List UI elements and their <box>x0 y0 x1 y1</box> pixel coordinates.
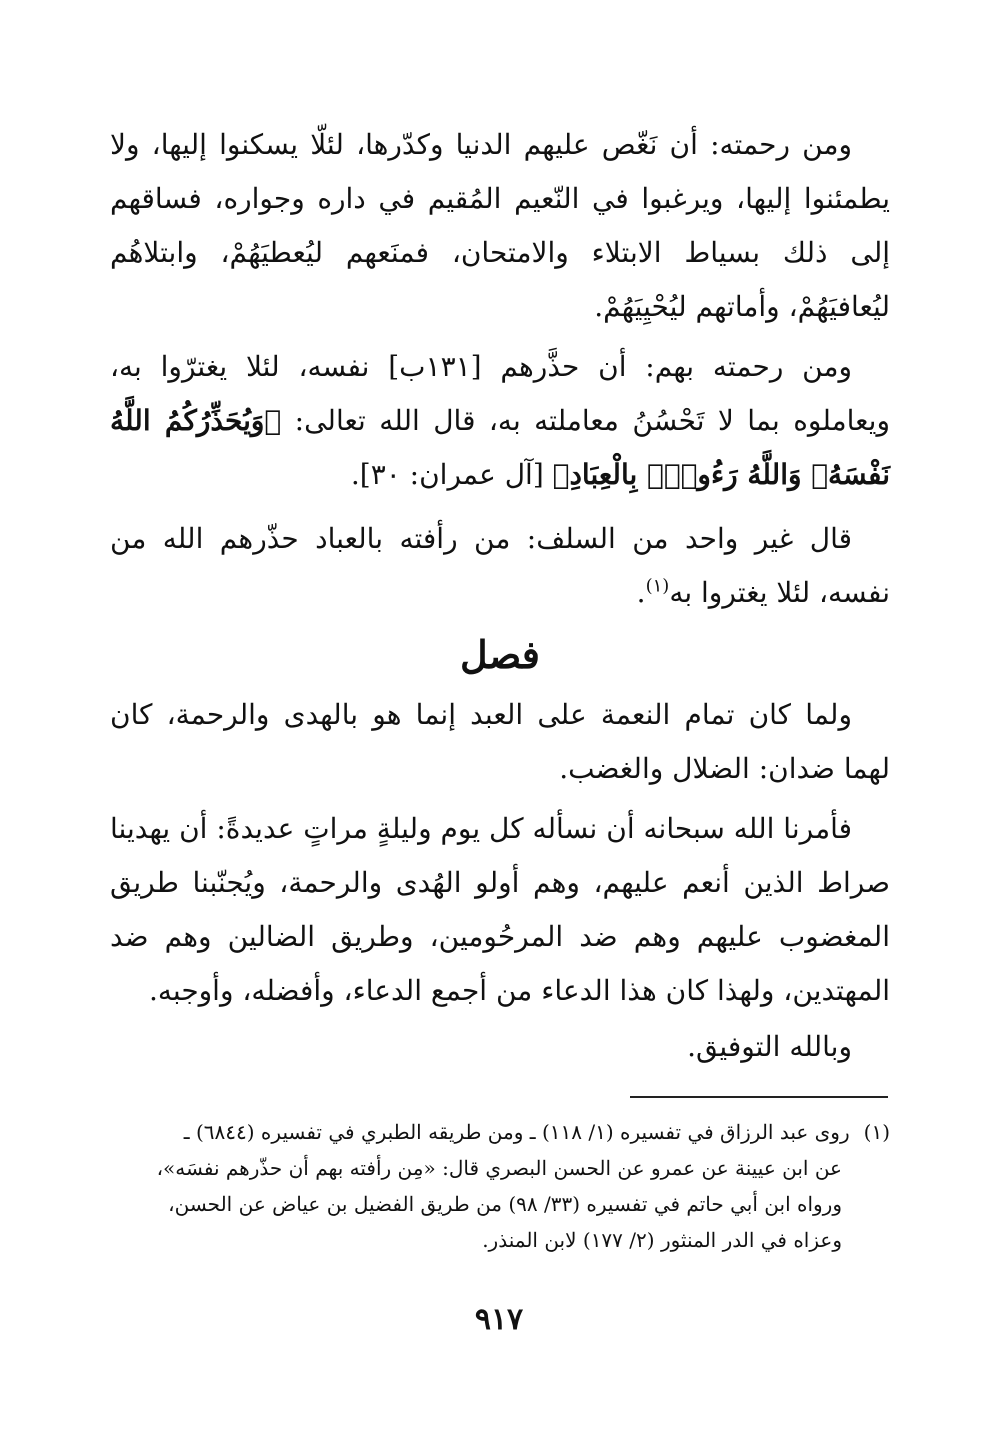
paragraph-closing: وبالله التوفيق. <box>687 1030 852 1063</box>
quran-reference: [آل عمران: ٣٠]. <box>350 458 553 491</box>
footnote-line-1-text: روى عبد الرزاق في تفسيره (١/ ١١٨) ـ ومن طريقه الطبري في تفسيره (٦٨٤٤) ـ <box>183 1120 850 1144</box>
paragraph-mercy-dunya: ومن رحمته: أن نَغّص عليهم الدنيا وكدّرها، لئلّا يسكنوا إليها، ولا يطمئنوا إليها، ويرغبوا في النّعيم المُقيم في داره وجواره، فساقهم إلى ذلك بسياط الابتلاء والامتحان، فمنَعهم ليُعطيَهُمْ، وابتلاهُم ليُعافيَهُمْ، وأماتهم ليُحْيِيَهُمْ. <box>110 128 890 323</box>
paragraph-salaf-saying-text: قال غير واحد من السلف: من رأفته بالعباد حذّرهم الله من نفسه، لئلا يغتروا به <box>110 522 890 609</box>
paragraph-salaf-saying <box>110 512 890 620</box>
footnote-divider <box>630 1096 888 1098</box>
paragraph-guidance-prayer: فأمرنا الله سبحانه أن نسأله كل يوم وليلةٍ مراتٍ عديدةً: أن يهدينا صراط الذين أنعم عليهم، وهم أولو الهُدى والرحمة، ويُجنّبنا طريق المغضوب عليهم وهم ضد المرحُومين، وطريق الضالين وهم ضد المهتدين، ولهذا كان هذا الدعاء من أجمع الدعاء، وأفضله، وأوجبه. <box>110 812 890 1007</box>
footnote-line-2: عن ابن عيينة عن عمرو عن الحسن البصري قال: «مِن رأفته بهم أن حذّرهم نفسَه»، <box>156 1156 842 1180</box>
paragraph-warning-self <box>110 340 890 502</box>
paragraph-salaf-end: . <box>636 576 646 609</box>
section-heading: فصل <box>460 632 540 677</box>
footnote-number: (١) <box>863 1120 890 1144</box>
paragraph-two-opposites: ولما كان تمام النعمة على العبد إنما هو بالهدى والرحمة، كان لهما ضدان: الضلال والغضب. <box>110 698 890 785</box>
footnote <box>108 1114 890 1258</box>
footnote-line-3: ورواه ابن أبي حاتم في تفسيره (٣٣/ ٩٨) من طريق الفضيل بن عياض عن الحسن، <box>168 1192 842 1216</box>
page-number: ٩١٧ <box>474 1302 524 1337</box>
footnote-marker: (١) <box>645 575 670 597</box>
quran-verse: ﴿وَيُحَذِّرُكُمُ اللَّهُ نَفْسَهُۥ وَاللَّهُ رَءُوفٌۢ بِالْعِبَادِ﴾ <box>110 404 890 491</box>
paragraph-warning-self-text: ومن رحمته بهم: أن حذَّرهم [١٣١ب] نفسه، لئلا يغترّوا به، ويعاملوه بما لا تَحْسُنُ معاملته به، قال الله تعالى: <box>110 350 890 437</box>
footnote-line-4: وعزاه في الدر المنثور (٢/ ١٧٧) لابن المنذر. <box>482 1228 842 1252</box>
footnote-line-1 <box>108 1114 890 1150</box>
